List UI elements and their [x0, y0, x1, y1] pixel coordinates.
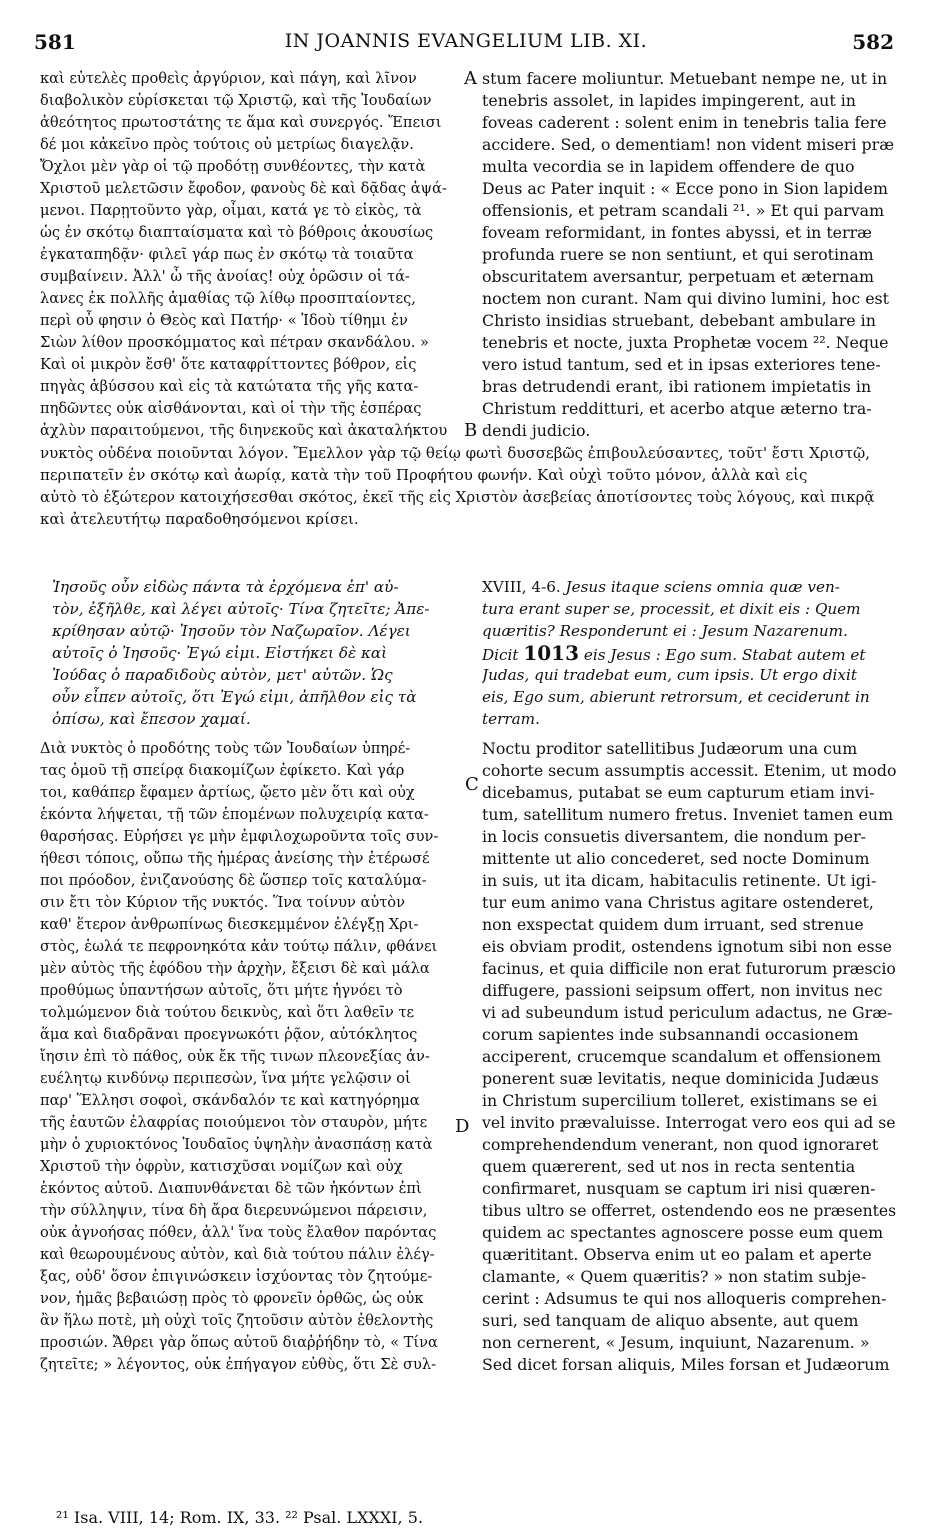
page-number-left: 581 — [34, 30, 76, 54]
text-line: περιπατεῖν ἐν σκότῳ καὶ ἀωρίᾳ, κατὰ τὴν τοῦ Προφήτου φωνήν. Καὶ οὐχὶ τοῦτο μόνον, ἀλλὰ καὶ εἰς — [40, 466, 808, 484]
text-line: tum, satellitum numero fretus. Inveniet tamen eum — [482, 805, 894, 824]
text-line: ἑκόντος αὐτοῦ. Διαπυνθάνεται δὲ τῶν ἡκόντων ἐπὶ — [40, 1180, 422, 1197]
text-line: Ὄχλοι μὲν γὰρ οἱ τῷ προδότῃ συνθέοντες, τὴν κατὰ — [40, 158, 426, 175]
text-line: πηγὰς ἀβύσσου καὶ εἰς τὰ κατώτατα τῆς γῆς κατα- — [40, 378, 419, 395]
text-line: vel invito prævaluisse. Interrogat vero eos qui ad se — [482, 1113, 896, 1132]
text-line: αὐτοῖς ὁ Ἰησοῦς· Ἐγώ εἰμι. Εἱστήκει δὲ καὶ — [52, 644, 388, 662]
page-number-right: 582 — [852, 30, 894, 54]
margin-letter-b: B — [464, 420, 478, 441]
text-line: στὸς, ἑωλά τε πεφρονηκότα κἀν τούτῳ πάλιν, φθάνει — [40, 938, 438, 955]
footnotes: ²¹ Isa. VIII, 14; Rom. IX, 33. ²² Psal. LXXXI, 5. — [56, 1508, 423, 1527]
text-line: Christo insidias struebant, debebant ambulare in — [482, 311, 876, 330]
text-line: dendi judicio. — [482, 421, 591, 440]
text-line: τὸν, ἐξῆλθε, καὶ λέγει αὐτοῖς· Τίνα ζητεῖτε; Ἀπε- — [52, 600, 430, 618]
text-line: facinus, et quia difficile non erat futurorum præscio — [482, 959, 896, 978]
text-line: καὶ εὐτελὲς προθεὶς ἀργύριον, καὶ πάγη, καὶ λῖνον — [40, 70, 417, 87]
text-line: confirmaret, nusquam se captum iri nisi quæren- — [482, 1179, 876, 1198]
text-line: eis obviam prodit, ostendens ignotum sibi non esse — [482, 937, 893, 956]
text-line: tur eum animo vana Christus agitare ostenderet, — [482, 893, 874, 912]
text-line: ζητεῖτε; » λέγοντος, οὐκ ἐπήγαγον εὐθὺς, ὅτι Σὲ συλ- — [40, 1356, 437, 1373]
text-line: non exspectat quidem dum irruant, sed strenue — [482, 915, 864, 934]
gospel-reference: XVIII, 4-6. — [482, 578, 561, 596]
text-line: κρίθησαν αὐτῷ· Ἰησοῦν τὸν Ναζωραῖον. Λέγει — [52, 622, 411, 640]
text-line: Σιὼν λίθον προσκόμματος καὶ πέτραν σκανδάλου. » — [40, 334, 429, 351]
text-line: dicebamus, putabat se eum capturum etiam invi- — [482, 783, 875, 802]
text-line: Judas, qui tradebat eum, cum ipsis. Ut ergo dixit — [482, 666, 857, 684]
text-line: διαβολικὸν εὑρίσκεται τῷ Χριστῷ, καὶ τῆς Ἰουδαίων — [40, 92, 432, 109]
text-line: μὴν ὁ χυριοκτόνος Ἰουδαῖος ὑψηλὴν ἀνασπάσῃ κατὰ — [40, 1136, 433, 1153]
text-line: καὶ ἀτελευτήτῳ παραδοθησόμενοι κρίσει. — [40, 510, 359, 528]
text-line: vero istud tantum, sed et in ipsas exteriores tene- — [482, 355, 881, 374]
text-line: tibus ultro se offerret, ostendendo eos ne præsentes — [482, 1201, 896, 1220]
text-line: καθ' ἕτερον ἀνθρωπίνως διεσκεμμένον ἐλέγξῃ Χρι- — [40, 916, 419, 933]
text-line: ἑκόντα λήψεται, τῇ τῶν ἑπομένων πολυχειρίᾳ κατα- — [40, 806, 429, 823]
text-line: παρ' Ἕλλησι σοφοὶ, σκάνδαλόν τε καὶ κατηγόρημα — [40, 1092, 420, 1109]
text-line: μὲν αὐτὸς τῆς ἐφόδου τὴν ἀρχὴν, ἔξεισι δὲ καὶ μάλα — [40, 960, 430, 977]
text-line: Χριστοῦ μελετῶσιν ἔφοδον, φανοὺς δὲ καὶ δᾷδας ἀψά- — [40, 180, 447, 197]
text-line: Noctu proditor satellitibus Judæorum una cum — [482, 739, 858, 758]
text-line: τοι, καθάπερ ἔφαμεν ἀρτίως, ᾤετο μὲν ὅτι καὶ οὐχ — [40, 784, 415, 801]
margin-letter-a: A — [464, 68, 477, 89]
text-line: οὖν εἶπεν αὐτοῖς, ὅτι Ἐγώ εἰμι, ἀπῆλθον εἰς τὰ — [52, 688, 417, 706]
text-line: Καὶ οἱ μικρὸν ἔσθ' ὅτε καταφρίττοντες βόθρον, εἰς — [40, 356, 417, 373]
text-line: τὴν σύλληψιν, τίνα δὴ ἄρα διερευνώμενοι πάρεισιν, — [40, 1202, 428, 1219]
text-line: foveam reformidant, in fontes abyssi, et in terræ — [482, 223, 872, 242]
text-line: quæritis? Responderunt ei : Jesum Nazarenum. — [482, 622, 848, 640]
text-line: συμβαίνειν. Ἀλλ' ὦ τῆς ἀνοίας! οὐχ ὁρῶσιν οἱ τά- — [40, 268, 410, 285]
text-line: ήθεσι τόποις, οὔπω τῆς ἡμέρας ἀνείσης τὴν ἑτέρωσέ — [40, 850, 430, 867]
text-line: clamante, « Quem quæritis? » non statim subje- — [482, 1267, 867, 1286]
text-line: suri, sed tanquam de aliquo absente, aut quem — [482, 1311, 859, 1330]
text-line: περὶ οὗ φησιν ὁ Θεὸς καὶ Πατήρ· « Ἰδοὺ τίθημι ἐν — [40, 312, 408, 329]
text-line: σιν ἔτι τὸν Κύριον τῆς νυκτός. Ἵνα τοίνυν αὐτὸν — [40, 894, 405, 911]
latin-column-bottom — [482, 738, 896, 1376]
text-line: ἅμα καὶ διαδρᾶναι προεγνωκότι ῥᾷον, αὐτόκλητος — [40, 1026, 418, 1043]
text-line: quærititant. Observa enim ut eo palam et aperte — [482, 1245, 872, 1264]
gospel-latin — [482, 576, 896, 730]
text-line: mittente ut alio concederet, sed nocte Dominum — [482, 849, 870, 868]
text-line: offensionis, et petram scandali ²¹. » Et qui parvam — [482, 201, 885, 220]
text-line: Deus ac Pater inquit : « Ecce pono in Sion lapidem — [482, 179, 888, 198]
margin-letter-d: D — [455, 1116, 470, 1137]
text-line: πηδῶντες οὐκ αἰσθάνονται, καὶ οἱ τὴν τῆς ἑσπέρας — [40, 400, 422, 417]
text-line: quem quærerent, sed ut nos in recta sententia — [482, 1157, 856, 1176]
text-line: diffugere, passioni seipsum offert, non invitus nec — [482, 981, 883, 1000]
text-line: λανες ἐκ πολλῆς ἀμαθίας τῷ λίθῳ προσπταίοντες, — [40, 290, 416, 307]
text-line: ὀπίσω, καὶ ἔπεσον χαμαί. — [52, 710, 251, 728]
text-line: Διὰ νυκτὸς ὁ προδότης τοὺς τῶν Ἰουδαίων ὑπηρέ- — [40, 740, 411, 757]
text-line: vi ad subeundum istud periculum adactus, ne Græ- — [482, 1003, 893, 1022]
text-line: ἐγκαταπηδᾷν· φιλεῖ γάρ πως ἐν σκότῳ τὰ τοιαῦτα — [40, 246, 414, 263]
text-line: non cernerent, « Jesum, inquiunt, Nazarenum. » — [482, 1333, 870, 1352]
text-line: ἴησιν ἐπὶ τὸ πάθος, οὐκ ἔκ τῆς τινων πλεονεξίας ἀν- — [40, 1048, 430, 1065]
text-line: προθύμως ὑπαντήσων αὐτοῖς, ὅτι μήτε ἠγνόει τὸ — [40, 982, 403, 999]
latin-column-top — [482, 68, 896, 442]
text-line: foveas caderent : solent enim in tenebris talia fere — [482, 113, 887, 132]
greek-full-width — [40, 442, 898, 530]
text-line: ξας, οὐδ' ὅσον ἐπιγινώσκειν ἰσχύοντας τὸν ζητούμε- — [40, 1268, 433, 1285]
text-line: obscuritatem aversantur, perpetuam et æternam — [482, 267, 874, 286]
text-line: tura erant super se, processit, et dixit eis : Quem — [482, 600, 861, 618]
text-line: δέ μοι κἀκεῖνο πρὸς τούτοις οὐ μετρίως διαγελᾷν. — [40, 136, 414, 153]
text-line: in Christum supercilium tolleret, existimans se ei — [482, 1091, 878, 1110]
text-line: eis, Ego sum, abierunt retrorsum, et ceciderunt in — [482, 688, 870, 706]
text-line: Jesus itaque sciens omnia quæ ven- — [565, 578, 840, 596]
text-line: eis Jesus : Ego sum. Stabat autem et — [583, 646, 866, 664]
text-line: Ἰησοῦς οὖν εἰδὼς πάντα τὰ ἐρχόμενα ἐπ' αὐ- — [52, 578, 399, 596]
text-line: cohorte secum assumptis accessit. Etenim, ut modo — [482, 761, 896, 780]
text-line: quidem ac spectantes agnoscere posse eum quem — [482, 1223, 884, 1242]
text-line: comprehendendum venerant, non quod ignoraret — [482, 1135, 879, 1154]
page-header — [0, 30, 932, 54]
text-line: ἀχλὺν παραιτούμενοι, τῆς διηνεκοῦς καὶ ἀκαταλήκτου — [40, 422, 448, 439]
text-line: accidere. Sed, o dementiam! non vident miseri præ — [482, 135, 895, 154]
greek-column-bottom — [40, 738, 460, 1376]
text-line: in suis, ut ita dicam, habitaculis retinente. Ut igi- — [482, 871, 877, 890]
text-line: οὐκ ἀγνοήσας πόθεν, ἀλλ' ἵνα τοὺς ἔλαθον παρόντας — [40, 1224, 437, 1241]
text-line: Χριστοῦ τὴν ὀφρὺν, κατισχῦσαι νομίζων καὶ οὐχ — [40, 1158, 403, 1175]
text-line: τας ὁμοῦ τῇ σπείρᾳ διακομίζων ἐφίκετο. Καὶ γάρ — [40, 762, 405, 779]
text-line: τῆς ἑαυτῶν ἐλαφρίας ποιούμενοι τὸν σταυρὸν, μήτε — [40, 1114, 428, 1131]
text-line: καὶ θεωρουμένους αὐτὸν, καὶ διὰ τούτου πάλιν ἐλέγ- — [40, 1246, 435, 1263]
text-line: Dicit — [482, 646, 519, 664]
text-line: acciperent, crucemque scandalum et offensionem — [482, 1047, 881, 1066]
running-title: IN JOANNIS EVANGELIUM LIB. XI. — [284, 30, 648, 52]
greek-column-top — [40, 68, 460, 442]
text-line: προσιών. Ἄθρει γὰρ ὅπως αὐτοῦ διαῤῥήδην τὸ, « Τίνα — [40, 1334, 438, 1351]
text-line: αὐτὸ τὸ ἐξώτερον κατοιχήσεσθαι σκότος, ἐκεῖ τῆς εἰς Χριστὸν ἀσεβείας ἀποτίσοντες τοὺς λόγους, καὶ πικρᾷ — [40, 488, 875, 506]
margin-letter-c: C — [465, 774, 479, 795]
text-line: θαρσήσας. Εὑρήσει γε μὴν ἐμφιλοχωροῦντα τοῖς συν- — [40, 828, 439, 845]
text-line: noctem non curant. Nam qui divino lumini, hoc est — [482, 289, 889, 308]
text-line: ευέλητῳ κινδύνῳ περιπεσὼν, ἵνα μήτε γελῷσιν οἱ — [40, 1070, 411, 1087]
column-number: 1013 — [523, 641, 580, 665]
text-line: Christum redditturi, et acerbo atque æterno tra- — [482, 399, 872, 418]
text-line: multa vecordia se in lapidem offendere de quo — [482, 157, 855, 176]
text-line: corum sapientes inde subsannandi occasionem — [482, 1025, 859, 1044]
text-line: τολμώμενον διὰ τούτου δεικνὺς, καὶ ὅτι λαθεῖν τε — [40, 1004, 415, 1021]
text-line: tenebris assolet, in lapides impingerent, aut in — [482, 91, 856, 110]
text-line: ποι πρόοδον, ἐνιζανούσης δὲ ὥσπερ τοῖς καταλύμα- — [40, 872, 427, 889]
text-line: μενοι. Παρῃτοῦντο γὰρ, οἶμαι, κατά γε τὸ εἰκὸς, τὰ — [40, 202, 422, 219]
text-line: bras detrudendi erant, ibi rationem impietatis in — [482, 377, 872, 396]
text-line: stum facere moliuntur. Metuebant nempe ne, ut in — [482, 69, 888, 88]
text-line: Sed dicet forsan aliquis, Miles forsan et Judæorum — [482, 1355, 890, 1374]
gospel-greek — [52, 576, 457, 730]
text-line: Ἰούδας ὁ παραδιδοὺς αὐτὸν, μετ' αὐτῶν. Ὡς — [52, 666, 393, 684]
text-line: profunda ruere se non sentiunt, et qui serotinam — [482, 245, 874, 264]
text-line: terram. — [482, 710, 540, 728]
text-line: in locis consuetis diversantem, die nondum per- — [482, 827, 866, 846]
text-line: ἀθεότητος πρωτοστάτης τε ἅμα καὶ συνεργός. Ἔπεισι — [40, 114, 442, 131]
text-line: cerint : Adsumus te qui nos alloqueris comprehen- — [482, 1289, 887, 1308]
text-line: ἂν ἥλω ποτὲ, μὴ οὐχὶ τοῖς ζητοῦσιν αὐτὸν ἐθελοντὴς — [40, 1312, 434, 1329]
text-line: ὡς ἐν σκότῳ διαπταίσματα καὶ τὸ βόθροις ἀκουσίως — [40, 224, 434, 241]
text-line: νυκτὸς οὐδένα ποιοῦνται λόγον. Ἔμελλον γὰρ τῷ θείῳ φωτὶ δυσσεβῶς ἐπιβουλεύσαντες, τοῦτ' ἔστι Χριστῷ, — [40, 444, 871, 462]
text-line: νον, ἡμᾶς βεβαιώσῃ πρὸς τὸ φρονεῖν ὀρθῶς, ὡς οὐκ — [40, 1290, 424, 1307]
text-line: tenebris et nocte, juxta Prophetæ vocem ²². Neque — [482, 333, 889, 352]
text-line: ponerent suæ levitatis, neque dominicida Judæus — [482, 1069, 879, 1088]
